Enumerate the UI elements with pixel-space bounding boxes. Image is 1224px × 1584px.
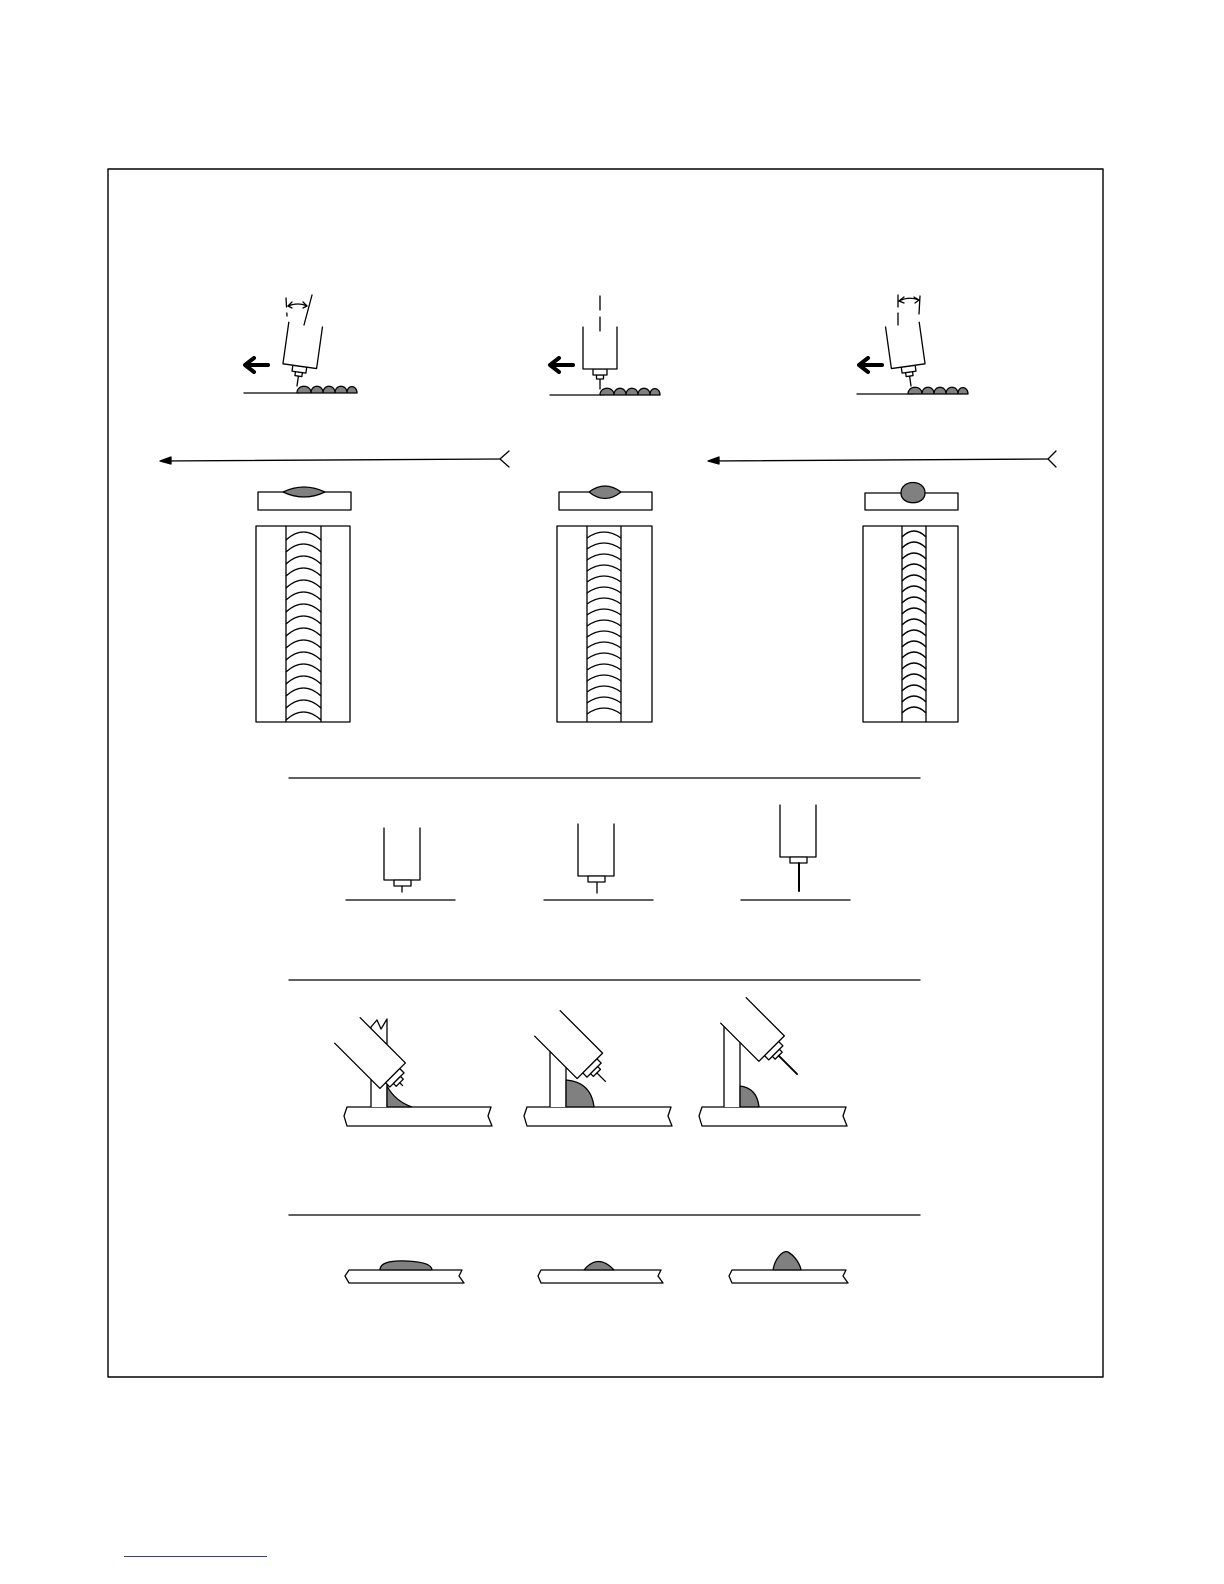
torch-angle-perpendicular	[550, 296, 660, 395]
fillet-weld-1	[335, 1018, 492, 1126]
footer-rule	[124, 1556, 267, 1557]
travel-direction-arrow-right	[708, 451, 1056, 467]
bead-section-wide	[258, 487, 351, 510]
bead-profile-flat	[345, 1261, 464, 1283]
bead-profile-medium	[538, 1262, 663, 1284]
bead-profile-high	[729, 1252, 848, 1283]
bead-section-narrow	[865, 483, 958, 511]
bead-plan-wide	[256, 526, 350, 722]
torch-angle-drag	[244, 295, 357, 393]
fillet-weld-3	[699, 998, 847, 1126]
stickout-medium	[544, 824, 653, 900]
torch-angle-push	[857, 295, 968, 394]
bead-section-medium	[559, 486, 652, 510]
travel-direction-arrow-left	[160, 451, 509, 467]
stickout-long	[741, 805, 850, 900]
bead-plan-narrow	[863, 526, 958, 722]
fillet-weld-2	[524, 1011, 672, 1126]
bead-plan-medium	[557, 526, 652, 722]
stickout-short	[346, 828, 455, 900]
